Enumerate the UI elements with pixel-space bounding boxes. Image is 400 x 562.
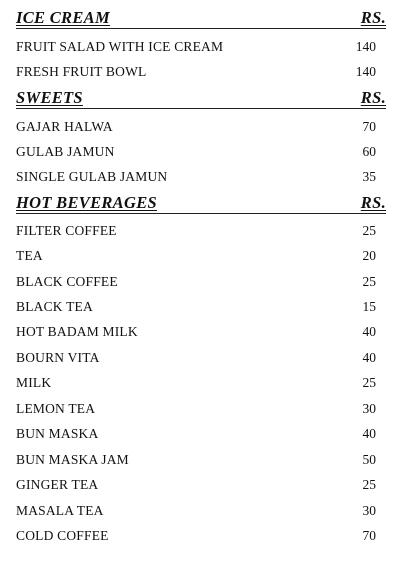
item-name: FRESH FRUIT BOWL bbox=[16, 64, 147, 79]
menu-item bbox=[16, 425, 376, 443]
item-price: 25 bbox=[362, 223, 376, 238]
item-price: 35 bbox=[362, 169, 376, 184]
item-name: FRUIT SALAD WITH ICE CREAM bbox=[16, 39, 224, 54]
price-column-header: RS. bbox=[360, 193, 386, 212]
section-header-ice-cream bbox=[16, 8, 386, 29]
item-price: 70 bbox=[362, 119, 376, 134]
item-price: 30 bbox=[362, 503, 376, 518]
price-column-header: RS. bbox=[360, 8, 386, 27]
item-price: 40 bbox=[362, 426, 376, 441]
item-price: 60 bbox=[362, 144, 376, 159]
item-name: BUN MASKA bbox=[16, 426, 99, 441]
item-name: COLD COFFEE bbox=[16, 528, 109, 543]
item-name: TEA bbox=[16, 248, 43, 263]
menu-item bbox=[16, 527, 376, 545]
item-name: MILK bbox=[16, 375, 52, 390]
item-price: 30 bbox=[362, 401, 376, 416]
item-name: LEMON TEA bbox=[16, 401, 96, 416]
item-price: 25 bbox=[362, 477, 376, 492]
item-price: 25 bbox=[362, 375, 376, 390]
menu-item bbox=[16, 451, 376, 469]
section-header-hot-beverages bbox=[16, 193, 386, 214]
section-header-sweets bbox=[16, 88, 386, 109]
price-column-header: RS. bbox=[360, 88, 386, 107]
menu-item bbox=[16, 273, 376, 291]
section-title: SWEETS bbox=[16, 88, 83, 107]
item-name: HOT BADAM MILK bbox=[16, 324, 138, 339]
menu-item bbox=[16, 222, 376, 240]
item-price: 140 bbox=[355, 39, 376, 54]
menu-item bbox=[16, 502, 376, 520]
menu-item bbox=[16, 168, 376, 186]
menu-item bbox=[16, 298, 376, 316]
item-price: 25 bbox=[362, 274, 376, 289]
menu-item bbox=[16, 38, 376, 56]
section-title: ICE CREAM bbox=[16, 8, 110, 27]
item-price: 70 bbox=[362, 528, 376, 543]
menu-item bbox=[16, 476, 376, 494]
item-name: BLACK TEA bbox=[16, 299, 93, 314]
item-price: 40 bbox=[362, 324, 376, 339]
menu-item bbox=[16, 63, 376, 81]
item-name: BUN MASKA JAM bbox=[16, 452, 129, 467]
item-price: 50 bbox=[362, 452, 376, 467]
menu-item bbox=[16, 323, 376, 341]
item-price: 20 bbox=[362, 248, 376, 263]
item-name: GINGER TEA bbox=[16, 477, 99, 492]
item-price: 15 bbox=[362, 299, 376, 314]
item-price: 40 bbox=[362, 350, 376, 365]
item-name: FILTER COFFEE bbox=[16, 223, 117, 238]
menu-item bbox=[16, 374, 376, 392]
menu-item bbox=[16, 349, 376, 367]
item-name: BLACK COFFEE bbox=[16, 274, 118, 289]
item-price: 140 bbox=[355, 64, 376, 79]
section-title: HOT BEVERAGES bbox=[16, 193, 157, 212]
item-name: SINGLE GULAB JAMUN bbox=[16, 169, 168, 184]
item-name: BOURN VITA bbox=[16, 350, 100, 365]
menu-item bbox=[16, 118, 376, 136]
item-name: MASALA TEA bbox=[16, 503, 104, 518]
menu-item bbox=[16, 247, 376, 265]
item-name: GULAB JAMUN bbox=[16, 144, 115, 159]
menu-item bbox=[16, 143, 376, 161]
menu-item bbox=[16, 400, 376, 418]
item-name: GAJAR HALWA bbox=[16, 119, 113, 134]
